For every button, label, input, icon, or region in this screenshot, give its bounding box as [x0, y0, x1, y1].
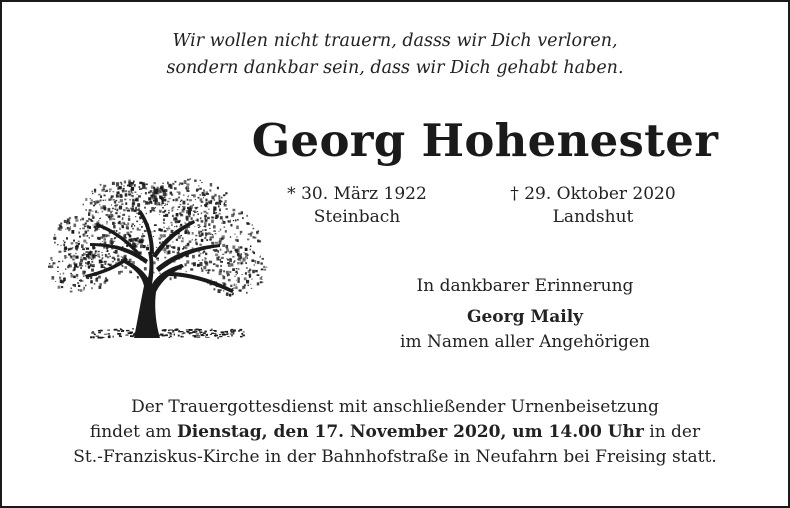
death-place: Landshut	[552, 207, 634, 227]
birth-date: * 30. März 1922	[287, 184, 427, 204]
service-line-2-suffix: in der	[643, 422, 701, 442]
service-line-3: St.-Franziskus-Kirche in der Bahnhofstraße in Neufahrn bei Freising statt.	[73, 447, 717, 467]
quote-line-2: sondern dankbar sein, dass wir Dich gehabt haben.	[166, 58, 624, 78]
tree-icon	[38, 168, 270, 340]
birth-info	[262, 183, 452, 229]
service-line-2	[0, 420, 790, 445]
deceased-name: Georg Hohenester	[251, 114, 719, 167]
signer-note: im Namen aller Angehörigen	[400, 332, 650, 352]
death-info	[498, 183, 688, 229]
birth-place: Steinbach	[313, 207, 401, 227]
death-date: † 29. Oktober 2020	[510, 184, 676, 204]
remembrance-block	[355, 274, 695, 355]
service-line-2-prefix: findet am	[89, 422, 177, 442]
signer-name: Georg Maily	[466, 307, 584, 327]
memorial-quote	[0, 28, 790, 82]
service-announcement	[0, 395, 790, 470]
remembrance-line: In dankbarer Erinnerung	[416, 276, 634, 296]
service-datetime: Dienstag, den 17. November 2020, um 14.00 Uhr	[176, 422, 644, 442]
service-line-1: Der Trauergottesdienst mit anschließender Urnenbeisetzung	[131, 397, 659, 417]
quote-line-1: Wir wollen nicht trauern, dasss wir Dich verloren,	[172, 31, 618, 51]
